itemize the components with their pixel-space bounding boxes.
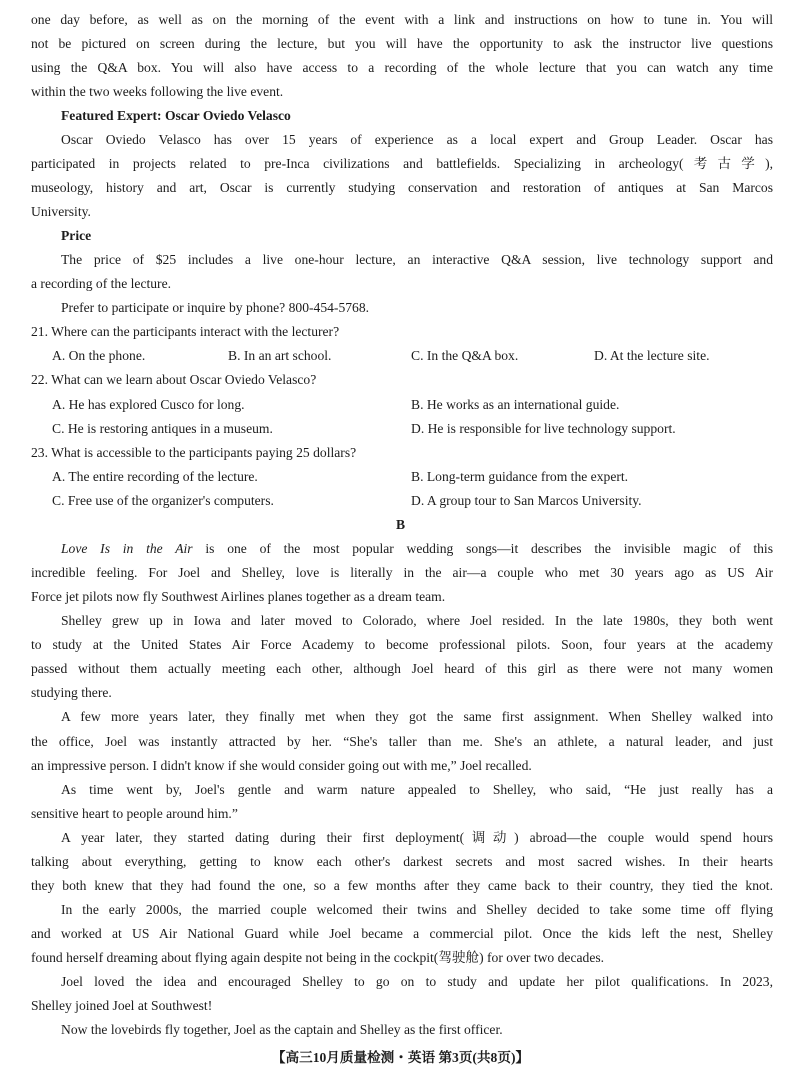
passage-line: an impressive person. I didn't know if she would consider going out with me,” Joel recalled.	[31, 758, 532, 773]
song-title: Love Is in the Air	[61, 541, 193, 556]
passage-line: A few more years later, they finally met when they got the same first assignment. When Shelley walked into	[61, 709, 773, 724]
question-23-option-c: C. Free use of the organizer's computers.	[52, 493, 274, 508]
passage-line: not be pictured on screen during the lecture, but you will have the opportunity to ask the instructor live questions	[31, 36, 773, 51]
passage-line: In the early 2000s, the married couple welcomed their twins and Shelley decided to take some time off flying	[61, 902, 773, 917]
passage-line: Prefer to participate or inquire by phone? 800-454-5768.	[61, 300, 370, 315]
passage-line: studying there.	[31, 685, 112, 700]
question-22-option-d: D. He is responsible for live technology support.	[411, 421, 676, 436]
question-23-stem: 23. What is accessible to the participants paying 25 dollars?	[31, 445, 357, 460]
page-footer: 【高三10月质量检测・英语 第3页(共8页)】	[271, 1050, 530, 1065]
passage-line: Oscar Oviedo Velasco has over 15 years of experience as a local expert and Group Leader. Oscar has	[61, 132, 773, 147]
passage-line: The price of $25 includes a live one-hour lecture, an interactive Q&A session, live technology support and	[61, 252, 773, 267]
question-23-option-a: A. The entire recording of the lecture.	[52, 469, 258, 484]
passage-line: participated in projects related to pre-Inca civilizations and battlefields. Specializing in archeology(考古学),	[31, 156, 773, 171]
passage-line: Shelley grew up in Iowa and later moved to Colorado, where Joel resided. In the late 1980s, they both went	[61, 613, 773, 628]
passage-line: the office, Joel was instantly attracted by her. “She's taller than me. She's an athlete, a natural leader, and just	[31, 734, 773, 749]
section-b-heading: B	[395, 517, 406, 532]
passage-line: within the two weeks following the live event.	[31, 84, 284, 99]
passage-line: talking about everything, getting to know each other's darkest secrets and most sacred wishes. In their hearts	[31, 854, 773, 869]
price-heading: Price	[61, 228, 92, 243]
passage-line: incredible feeling. For Joel and Shelley, love is literally in the air—a couple who met 30 years ago as US Air	[31, 565, 773, 580]
passage-line: passed without them actually meeting each other, although Joel heard of this girl as there were not many women	[31, 661, 773, 676]
passage-text: is one of the most popular wedding songs—it describes the invisible magic of this	[192, 541, 773, 556]
passage-line: and worked at US Air National Guard while Joel became a commercial pilot. Once the kids left the nest, Shelley	[31, 926, 773, 941]
question-22-option-c: C. He is restoring antiques in a museum.	[52, 421, 273, 436]
passage-line: a recording of the lecture.	[31, 276, 172, 291]
passage-line: Now the lovebirds fly together, Joel as the captain and Shelley as the first officer.	[61, 1022, 503, 1037]
passage-line: Joel loved the idea and encouraged Shelley to go on to study and update her pilot qualifications. In 2023,	[61, 974, 773, 989]
question-21-stem: 21. Where can the participants interact with the lecturer?	[31, 324, 340, 339]
passage-line: Shelley joined Joel at Southwest!	[31, 998, 213, 1013]
question-21-option-d: D. At the lecture site.	[594, 348, 710, 363]
passage-line: using the Q&A box. You will also have access to a recording of the whole lecture that you can watch any time	[31, 60, 773, 75]
question-21-option-a: A. On the phone.	[52, 348, 146, 363]
passage-line: found herself dreaming about flying again despite not being in the cockpit(驾驶舱) for over two decades.	[31, 950, 605, 965]
question-23-option-d: D. A group tour to San Marcos University.	[411, 493, 642, 508]
passage-line: to study at the United States Air Force Academy to become professional pilots. Soon, four years at the academy	[31, 637, 773, 652]
passage-line: they both knew that they had found the one, so a few months after they came back to their country, they tied the knot.	[31, 878, 773, 893]
question-21-option-c: C. In the Q&A box.	[411, 348, 519, 363]
passage-line: museology, history and art, Oscar is currently studying conservation and restoration of antiques at San Marcos	[31, 180, 773, 195]
question-22-option-a: A. He has explored Cusco for long.	[52, 397, 245, 412]
passage-line: Force jet pilots now fly Southwest Airlines planes together as a dream team.	[31, 589, 446, 604]
question-21-option-b: B. In an art school.	[228, 348, 332, 363]
passage-line: A year later, they started dating during their first deployment(调动) abroad—the couple would spend hours	[61, 830, 773, 845]
expert-heading: Featured Expert: Oscar Oviedo Velasco	[61, 108, 291, 123]
passage-line	[61, 540, 773, 557]
passage-line: As time went by, Joel's gentle and warm nature appealed to Shelley, who said, “He just really has a	[61, 782, 773, 797]
question-23-option-b: B. Long-term guidance from the expert.	[411, 469, 629, 484]
question-22-option-b: B. He works as an international guide.	[411, 397, 620, 412]
passage-line: sensitive heart to people around him.”	[31, 806, 238, 821]
passage-line: University.	[31, 204, 91, 219]
passage-line: one day before, as well as on the morning of the event with a link and instructions on how to tune in. You will	[31, 12, 773, 27]
question-22-stem: 22. What can we learn about Oscar Oviedo Velasco?	[31, 372, 317, 387]
